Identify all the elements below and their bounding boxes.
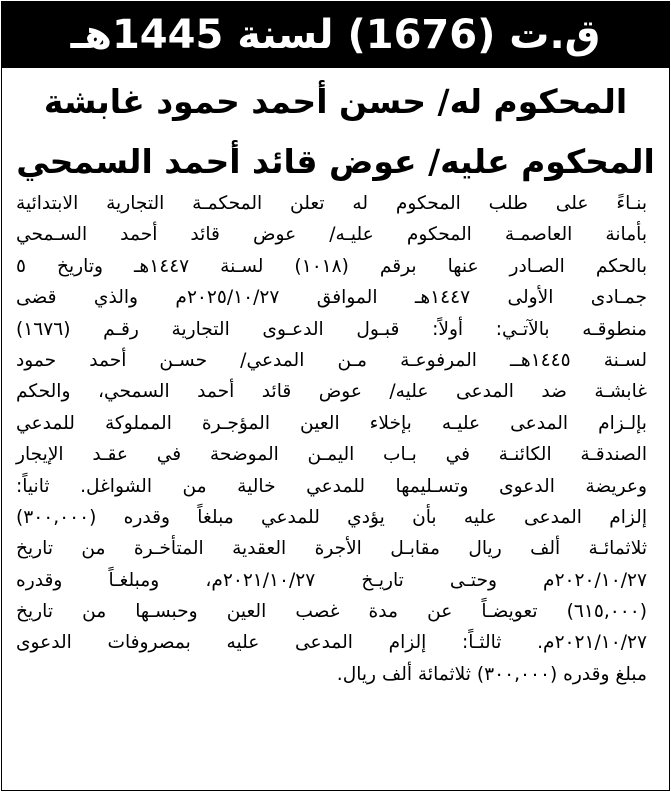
body-line: بالحكم الصـادر عنها برقم (١٠١٨) لسـنة ١٤٤٧هـ وتاريخ ٥ bbox=[16, 255, 647, 277]
judgment-debtor: المحكوم عليه/ عوض قائد أحمد السمحي bbox=[16, 142, 655, 181]
body-line: ٢٠٢١/١٠/٢٧م. ثالثـاً: إلزام المدعى عليه بمصروفات الدعوى bbox=[16, 632, 647, 654]
body-line: ٢٠٢٠/١٠/٢٧م وحتـى تاريـخ ٢٠٢١/١٠/٢٧م، ومبلغـاً وقدره bbox=[16, 569, 647, 591]
body-line: (٦١٥,٠٠٠) تعويضـاً عن مدة غصب العين وحبسـها من تاريخ bbox=[16, 601, 647, 623]
body-line: بأمانة العاصمـة المحكوم عليـه/ عوض قائد أحمد السـمحي bbox=[16, 224, 647, 246]
body-line: غابشـة ضد المدعى عليه/ عوض قائد أحمد السمحي، والحكم bbox=[16, 381, 647, 403]
body-line: منطوقـه بالآتـي: أولاً: قبـول الدعـوى التجارية رقـم (١٦٧٦) bbox=[16, 318, 647, 340]
body-line: وعريضة الدعوى وتسـليمها للمدعي خالية من الشواغل. ثانياً: bbox=[16, 475, 647, 497]
judgment-creditor: المحكوم له/ حسن أحمد حمود غابشة bbox=[43, 82, 628, 121]
body-line: الصندقـة الكائنـة في بـاب اليمـن الموضحة في عقـد الإيجار bbox=[16, 444, 647, 466]
body-line: بنـاءً على طلب المحكوم له تعلن المحكمـة التجارية الابتدائية bbox=[16, 193, 647, 214]
body-line: مبلغ وقدره (٣٠٠,٠٠٠) ثلاثمائة ألف ريال. bbox=[336, 663, 647, 685]
case-number-header: ق.ت (1676) لسنة 1445هـ bbox=[2, 2, 669, 68]
body-line: جمـادى الأولى ١٤٤٧هـ الموافق ٢٠٢٥/١٠/٢٧م والذي قضى bbox=[16, 287, 647, 309]
notice-body bbox=[16, 188, 647, 690]
body-line: بإلـزام المدعى عليـه بإخلاء العين المؤجـرة المملوكة للمدعي bbox=[16, 412, 647, 434]
body-line: لسـنة ١٤٤٥هــ المرفوعـة مـن المدعي/ حسـن أحمد حمود bbox=[16, 349, 647, 371]
body-line: إلزام المدعى عليه بأن يؤدي للمدعي مبلغاً وقدره (٣٠٠,٠٠٠) bbox=[16, 506, 647, 528]
court-notice bbox=[1, 1, 670, 791]
body-line: ثلاثمائـة ألف ريال مقابـل الأجرة العقدية المتأخـرة من تاريخ bbox=[16, 538, 647, 560]
